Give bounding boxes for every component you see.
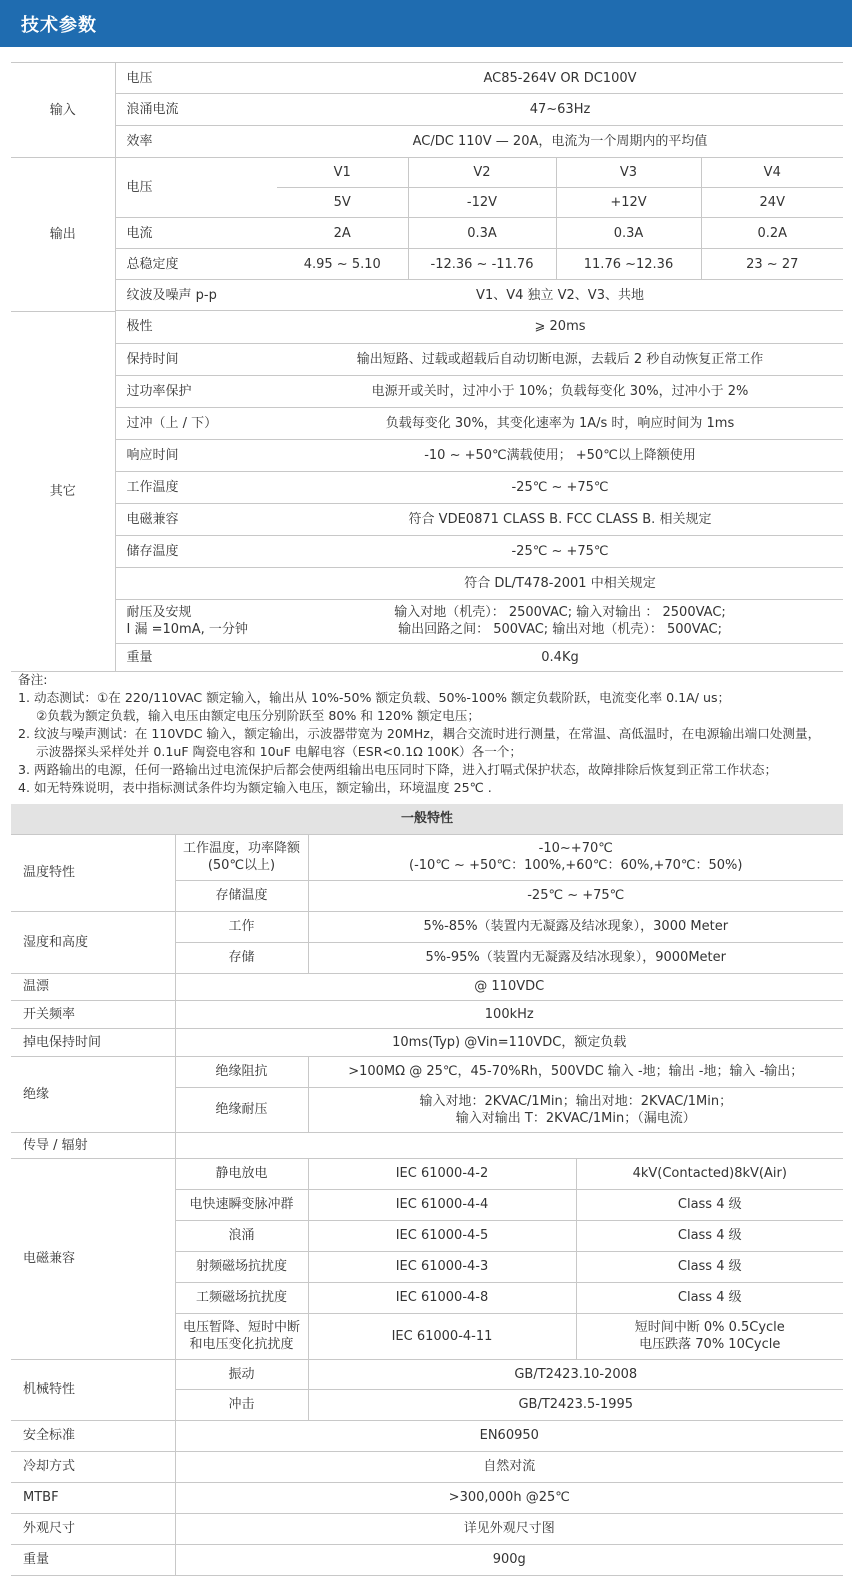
table-row xyxy=(11,1420,843,1451)
row-value: 电源开或关时，过冲小于 10%；负载每变化 30%，过冲小于 2% xyxy=(277,375,843,407)
emc-level-line: 电压跌落 70% 10Cycle xyxy=(639,1337,781,1352)
emc-standard: IEC 61000-4-3 xyxy=(308,1251,576,1282)
row-label: 振动 xyxy=(175,1359,308,1389)
row-label: 保持时间 xyxy=(115,343,277,375)
note-line: ②负载为额定负载，输入电压由额定电压分别阶跃至 80% 和 120% 额定电压； xyxy=(36,708,480,723)
row-label: 过冲（上 / 下） xyxy=(115,407,277,439)
table-row xyxy=(11,311,843,343)
row-value: 0.4Kg xyxy=(277,643,843,671)
withstand-line: 输出回路之间： 500VAC; 输出对地（机壳）： 500VAC; xyxy=(398,622,722,637)
section-label: 绝缘 xyxy=(11,1056,175,1132)
section-label: 温漂 xyxy=(11,973,175,1000)
table-row xyxy=(11,94,843,126)
table-row xyxy=(11,249,843,280)
row-value: -25℃ ~ +75℃ xyxy=(308,880,843,911)
channel-label: V4 xyxy=(701,158,843,188)
row-label-line: 和电压变化抗扰度 xyxy=(189,1337,294,1352)
row-label: 绝缘耐压 xyxy=(175,1087,308,1132)
table-row xyxy=(11,834,843,880)
table-row xyxy=(11,407,843,439)
row-value-line: 输入对输出 T：2KVAC/1Min；（漏电流） xyxy=(455,1110,696,1126)
channel-regulation: 11.76 ~12.36 xyxy=(556,249,701,280)
section-label: 安全标准 xyxy=(11,1420,175,1451)
table-row xyxy=(11,1028,843,1056)
spec-table xyxy=(11,62,843,672)
row-label: 总稳定度 xyxy=(115,249,277,280)
channel-regulation: 23 ~ 27 xyxy=(701,249,843,280)
general-heading: 一般特性 xyxy=(11,804,843,834)
row-value: ⩾ 20ms xyxy=(277,311,843,343)
group-input: 输入 xyxy=(11,63,115,158)
table-row xyxy=(11,375,843,407)
section-label: 湿度和高度 xyxy=(11,911,175,973)
emc-level: Class 4 级 xyxy=(576,1282,843,1313)
row-label: 存储温度 xyxy=(175,880,308,911)
emc-level: Class 4 级 xyxy=(576,1251,843,1282)
table-row xyxy=(11,599,843,643)
channel-label: V2 xyxy=(408,158,556,188)
note-line: 2. 纹波与噪声测试：在 110VDC 输入，额定输出，示波器带宽为 20MHz，耦合交流时进行测量，在常温、高低温时，在电源输出端口处测量， xyxy=(18,726,821,741)
row-label: 工作温度 xyxy=(115,471,277,503)
section-title: 技术参数 xyxy=(21,15,97,36)
row-value: >300,000h @25℃ xyxy=(175,1482,843,1513)
section-label: 温度特性 xyxy=(11,834,175,911)
table-row xyxy=(11,643,843,671)
group-other: 其它 xyxy=(11,311,115,671)
row-label xyxy=(175,834,308,880)
channel-label: V1 xyxy=(277,158,408,188)
emc-standard: IEC 61000-4-11 xyxy=(308,1313,576,1359)
row-value: 输出短路、过载或超载后自动切断电源，去载后 2 秒自动恢复正常工作 xyxy=(277,343,843,375)
row-value: AC/DC 110V — 20A，电流为一个周期内的平均值 xyxy=(277,126,843,158)
section-label: 掉电保持时间 xyxy=(11,1028,175,1056)
row-label: 浪涌电流 xyxy=(115,94,277,126)
table-row xyxy=(11,280,843,311)
row-label: 电压 xyxy=(115,63,277,94)
row-value: -25℃ ~ +75℃ xyxy=(277,535,843,567)
row-label: 浪涌 xyxy=(175,1220,308,1251)
row-label: 纹波及噪声 p-p xyxy=(115,280,277,311)
row-value: 10ms(Typ) @Vin=110VDC，额定负载 xyxy=(175,1028,843,1056)
row-label-line: 工作温度，功率降额 xyxy=(182,841,300,856)
notes xyxy=(18,671,846,797)
row-value: 47~63Hz xyxy=(277,94,843,126)
channel-current: 0.3A xyxy=(408,218,556,249)
row-value: 详见外观尺寸图 xyxy=(175,1513,843,1544)
table-row xyxy=(11,1158,843,1189)
table-row xyxy=(11,535,843,567)
emc-level: 4kV(Contacted)8kV(Air) xyxy=(576,1158,843,1189)
table-row xyxy=(11,471,843,503)
table-row xyxy=(11,1544,843,1575)
table-row xyxy=(11,1513,843,1544)
general-table xyxy=(11,804,843,1576)
row-label: 电磁兼容 xyxy=(115,503,277,535)
row-label: 电压 xyxy=(115,158,277,218)
table-row xyxy=(11,567,843,599)
channel-regulation: -12.36 ~ -11.76 xyxy=(408,249,556,280)
row-value: EN60950 xyxy=(175,1420,843,1451)
row-value: @ 110VDC xyxy=(175,973,843,1000)
table-row xyxy=(11,1000,843,1028)
channel-voltage: +12V xyxy=(556,188,701,218)
note-line: 示波器探头采样处并 0.1uF 陶瓷电容和 10uF 电解电容（ESR<0.1Ω 100K）各一个； xyxy=(36,744,522,759)
row-label-line: (50℃以上) xyxy=(207,858,276,873)
channel-voltage: -12V xyxy=(408,188,556,218)
table-row xyxy=(11,1451,843,1482)
emc-standard: IEC 61000-4-8 xyxy=(308,1282,576,1313)
row-value: GB/T2423.10-2008 xyxy=(308,1359,843,1389)
section-header xyxy=(0,0,852,47)
group-output: 输出 xyxy=(11,158,115,312)
section-label: MTBF xyxy=(11,1482,175,1513)
channel-regulation: 4.95 ~ 5.10 xyxy=(277,249,408,280)
row-label: 冲击 xyxy=(175,1389,308,1420)
table-row xyxy=(11,503,843,535)
row-label: 极性 xyxy=(115,311,277,343)
row-label: 射频磁场抗扰度 xyxy=(175,1251,308,1282)
row-value: V1、V4 独立 V2、V3、共地 xyxy=(277,280,843,311)
row-value: 符合 DL/T478-2001 中相关规定 xyxy=(277,567,843,599)
table-row xyxy=(11,911,843,942)
table-row xyxy=(11,1482,843,1513)
row-label: 存储 xyxy=(175,942,308,973)
row-label: 储存温度 xyxy=(115,535,277,567)
row-value: >100MΩ @ 25℃，45-70%Rh，500VDC 输入 -地；输出 -地；输入 -输出； xyxy=(308,1056,843,1087)
withstand-label-line: I 漏 =10mA, 一分钟 xyxy=(126,622,248,637)
note-line: 4. 如无特殊说明，表中指标测试条件均为额定输入电压，额定输出，环境温度 25℃ . xyxy=(18,780,492,795)
row-value: -10 ~ +50℃满载使用； +50℃以上降额使用 xyxy=(277,439,843,471)
table-row xyxy=(11,1359,843,1389)
table-row xyxy=(11,804,843,834)
row-value-line: 输入对地：2KVAC/1Min；输出对地：2KVAC/1Min； xyxy=(419,1093,733,1109)
table-row xyxy=(11,126,843,158)
row-label: 重量 xyxy=(115,643,277,671)
section-label: 外观尺寸 xyxy=(11,1513,175,1544)
withstand-label xyxy=(115,599,277,643)
row-value: 负载每变化 30%，其变化速率为 1A/s 时，响应时间为 1ms xyxy=(277,407,843,439)
row-value: 5%-95%（装置内无凝露及结冰现象），9000Meter xyxy=(308,942,843,973)
row-value: -25℃ ~ +75℃ xyxy=(277,471,843,503)
row-value-line: (-10℃ ~ +50℃：100%,+60℃：60%,+70℃：50%) xyxy=(409,858,743,873)
row-value xyxy=(308,1087,843,1132)
notes-title: 备注: xyxy=(18,672,48,687)
section-label: 电磁兼容 xyxy=(11,1158,175,1359)
table-row xyxy=(11,343,843,375)
row-label: 效率 xyxy=(115,126,277,158)
section-label: 传导 / 辐射 xyxy=(11,1132,175,1158)
table-row xyxy=(11,1132,843,1158)
channel-label: V3 xyxy=(556,158,701,188)
channel-current: 0.2A xyxy=(701,218,843,249)
note-line: 1. 动态测试：①在 220/110VAC 额定输入，输出从 10%-50% 额定负载、50%-100% 额定负载阶跃，电流变化率 0.1A/ us； xyxy=(18,690,731,705)
row-label: 工作 xyxy=(175,911,308,942)
section-label: 机械特性 xyxy=(11,1359,175,1420)
row-value xyxy=(308,834,843,880)
emc-standard: IEC 61000-4-2 xyxy=(308,1158,576,1189)
emc-level: Class 4 级 xyxy=(576,1189,843,1220)
section-label: 重量 xyxy=(11,1544,175,1575)
row-label: 绝缘阻抗 xyxy=(175,1056,308,1087)
row-label: 电快速瞬变脉冲群 xyxy=(175,1189,308,1220)
table-row xyxy=(11,439,843,471)
row-label: 电流 xyxy=(115,218,277,249)
table-row xyxy=(11,158,843,188)
withstand-line: 输入对地（机壳）： 2500VAC; 输入对输出 ： 2500VAC; xyxy=(394,605,726,620)
row-value: 5%-85%（装置内无凝露及结冰现象），3000 Meter xyxy=(308,911,843,942)
table-row xyxy=(11,1056,843,1087)
row-label: 静电放电 xyxy=(175,1158,308,1189)
table-row xyxy=(11,973,843,1000)
row-label-line: 电压暂降、短时中断 xyxy=(182,1320,300,1335)
row-value: GB/T2423.5-1995 xyxy=(308,1389,843,1420)
row-value: 符合 VDE0871 CLASS B. FCC CLASS B. 相关规定 xyxy=(277,503,843,535)
row-value: AC85-264V OR DC100V xyxy=(277,63,843,94)
row-value-line: -10~+70℃ xyxy=(538,841,613,856)
row-value: 900g xyxy=(175,1544,843,1575)
channel-current: 0.3A xyxy=(556,218,701,249)
emc-level: Class 4 级 xyxy=(576,1220,843,1251)
note-line: 3. 两路输出的电源，任何一路输出过电流保护后都会使两组输出电压同时下降，进入打嗝式保护状态，故障排除后恢复到正常工作状态； xyxy=(18,762,778,777)
channel-voltage: 5V xyxy=(277,188,408,218)
table-row xyxy=(11,218,843,249)
row-label xyxy=(175,1313,308,1359)
withstand-label-line: 耐压及安规 xyxy=(126,605,192,620)
emc-standard: IEC 61000-4-4 xyxy=(308,1189,576,1220)
section-label: 冷却方式 xyxy=(11,1451,175,1482)
row-label: 响应时间 xyxy=(115,439,277,471)
table-row xyxy=(11,63,843,94)
row-value: 自然对流 xyxy=(175,1451,843,1482)
emc-level xyxy=(576,1313,843,1359)
channel-current: 2A xyxy=(277,218,408,249)
row-value: 100kHz xyxy=(175,1000,843,1028)
section-label: 开关频率 xyxy=(11,1000,175,1028)
row-label: 工频磁场抗扰度 xyxy=(175,1282,308,1313)
withstand-value xyxy=(277,599,843,643)
emc-level-line: 短时间中断 0% 0.5Cycle xyxy=(634,1320,785,1335)
row-label: 过功率保护 xyxy=(115,375,277,407)
row-label xyxy=(115,567,277,599)
channel-voltage: 24V xyxy=(701,188,843,218)
emc-standard: IEC 61000-4-5 xyxy=(308,1220,576,1251)
